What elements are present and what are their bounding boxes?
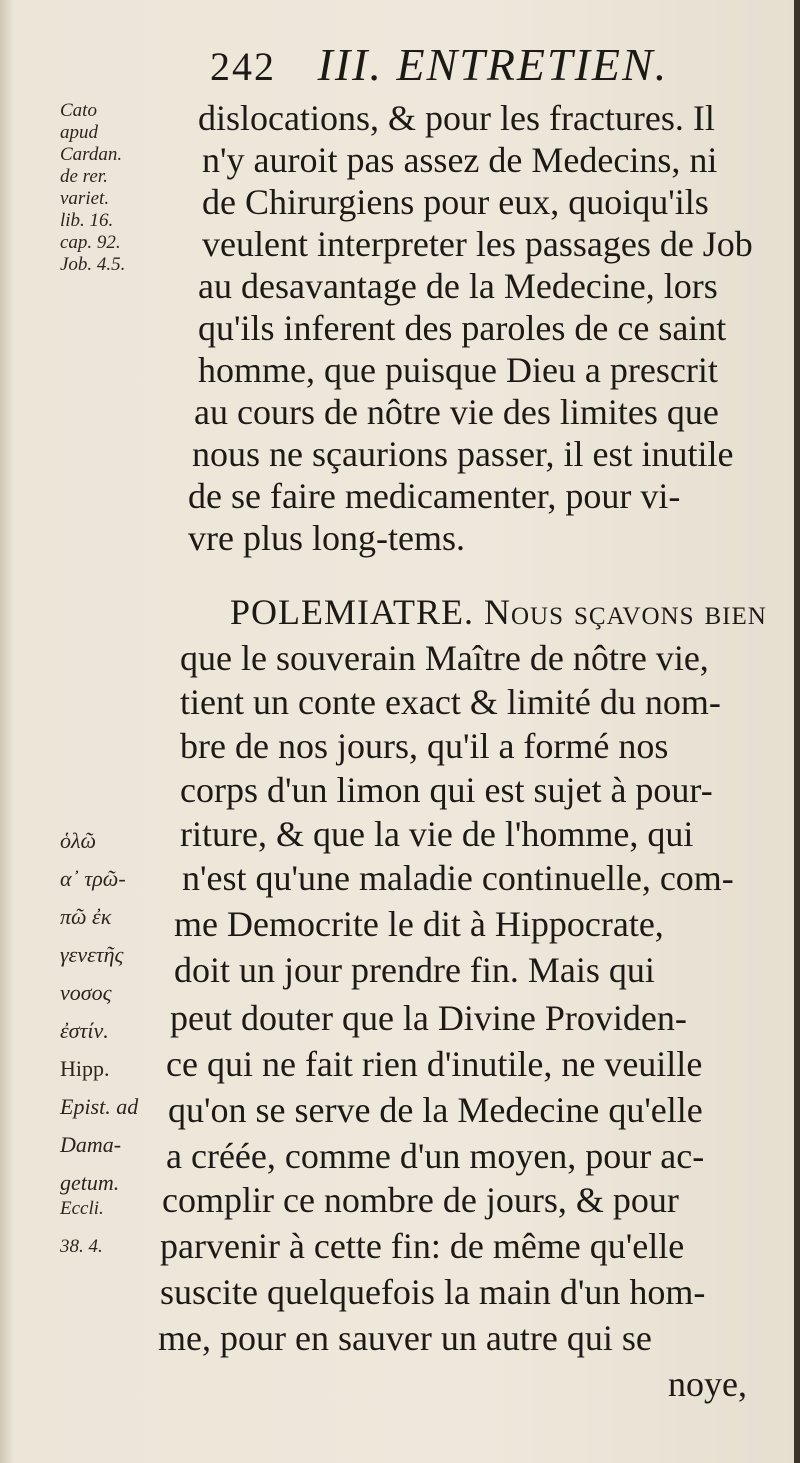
text-line: homme, que puisque Dieu a prescrit xyxy=(198,350,718,390)
text-line: veulent interpreter les passages de Job xyxy=(202,224,753,264)
text-line: me, pour en sauver un autre qui se xyxy=(158,1318,652,1358)
text-line: ce qui ne fait rien d'inutile, ne veuille xyxy=(166,1044,703,1084)
text-line: peut douter que la Divine Providen- xyxy=(170,998,687,1038)
margin-note-line: lib. 16. xyxy=(60,210,114,231)
margin-note-line: γενετῆς xyxy=(60,942,124,967)
margin-note-line: Job. 4.5. xyxy=(60,254,126,275)
text-line: noye, xyxy=(668,1364,747,1404)
text-line: riture, & que la vie de l'homme, qui xyxy=(180,814,694,854)
margin-note-eccli xyxy=(60,1190,104,1266)
text-line: corps d'un limon qui est sujet à pour- xyxy=(180,770,713,810)
margin-note-line: νοσος xyxy=(60,980,112,1005)
text-line: a créée, comme d'un moyen, pour ac- xyxy=(166,1136,705,1176)
text-line: tient un conte exact & limité du nom- xyxy=(180,682,721,722)
text-line: vre plus long-tems. xyxy=(188,518,465,558)
margin-note-cato xyxy=(60,100,125,276)
margin-note-line: ἐστίν. xyxy=(60,1018,109,1043)
text-line: bre de nos jours, qu'il a formé nos xyxy=(180,726,669,766)
speaker-paragraph: POLEMIATRE. Nous sçavons bien xyxy=(230,592,767,632)
margin-note-line: de rer. xyxy=(60,166,108,187)
page-edge xyxy=(794,0,800,1463)
text-line: de se faire medicamenter, pour vi- xyxy=(188,476,681,516)
text-line: nous ne sçaurions passer, il est inutile xyxy=(192,434,734,474)
margin-note-line: getum. xyxy=(60,1170,120,1195)
margin-note-line: apud xyxy=(60,122,98,143)
margin-note-line: Hipp. xyxy=(60,1056,110,1081)
text-line: que le souverain Maître de nôtre vie, xyxy=(180,638,709,678)
text-line: parvenir à cette fin: de même qu'elle xyxy=(160,1226,685,1266)
margin-note-line: Dama- xyxy=(60,1132,122,1157)
text-line: suscite quelquefois la main d'un hom- xyxy=(160,1272,706,1312)
margin-note-line: variet. xyxy=(60,188,110,209)
text-line: n'est qu'une maladie continuelle, com- xyxy=(182,858,734,898)
text-line: n'y auroit pas assez de Medecins, ni xyxy=(202,140,718,180)
text-line: au cours de nôtre vie des limites que xyxy=(194,392,719,432)
text-line: au desavantage de la Medecine, lors xyxy=(198,266,718,306)
margin-note-line: Cardan. xyxy=(60,144,123,165)
margin-note-line: cap. 92. xyxy=(60,232,121,253)
margin-note-line: Eccli. xyxy=(60,1198,104,1219)
text-line: dislocations, & pour les fractures. Il xyxy=(198,98,715,138)
text-line: de Chirurgiens pour eux, quoiqu'ils xyxy=(202,182,709,222)
margin-note-line: Cato xyxy=(60,100,97,121)
text-line: complir ce nombre de jours, & pour xyxy=(162,1180,679,1220)
running-title: III. ENTRETIEN. xyxy=(317,39,669,90)
text-line: qu'on se serve de la Medecine qu'elle xyxy=(168,1090,703,1130)
margin-note-line: ὁλῶ xyxy=(60,828,97,853)
margin-note-line: 38. 4. xyxy=(60,1236,103,1257)
margin-note-line: Epist. ad xyxy=(60,1094,139,1119)
margin-note-hippocrates xyxy=(60,822,138,1202)
margin-note-line: πῶ ἐκ xyxy=(60,904,112,929)
text-line: me Democrite le dit à Hippocrate, xyxy=(174,904,664,944)
page-header xyxy=(210,38,780,96)
text-line: doit un jour prendre fin. Mais qui xyxy=(174,950,655,990)
margin-note-line: α᾽ τρῶ- xyxy=(60,866,126,891)
page-number: 242 xyxy=(210,44,276,89)
text-line: qu'ils inferent des paroles de ce saint xyxy=(198,308,727,348)
